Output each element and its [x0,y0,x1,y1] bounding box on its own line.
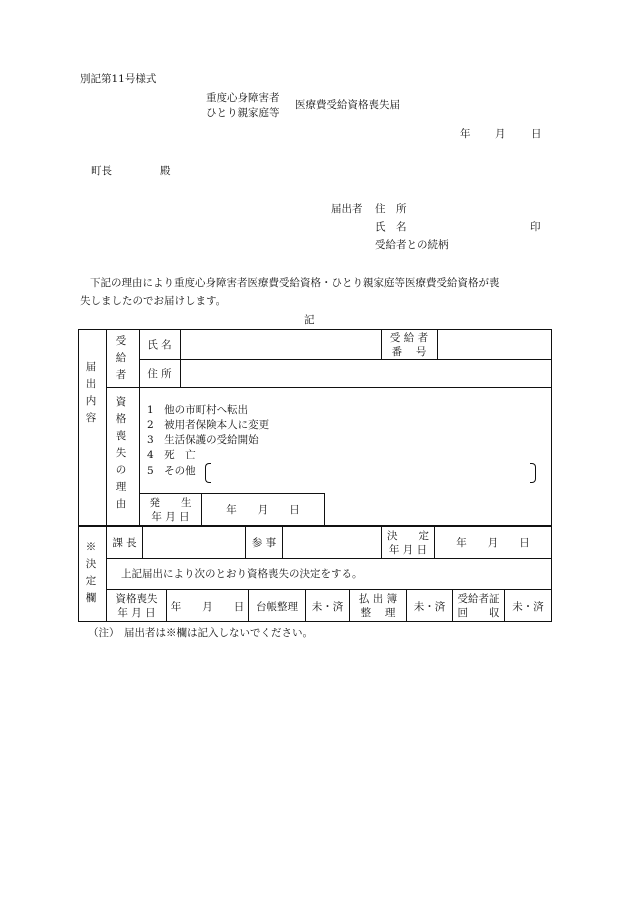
notifier-relation-label: 受給者との続柄 [375,239,449,251]
loss-date-label-1: 資格喪失 [115,593,158,605]
name-label: 氏 名 [147,339,172,351]
reason-3[interactable]: 3 生活保護の受給開始 [147,434,259,446]
recipient-number-label-2: 番 号 [391,345,427,358]
ki-heading: 記 [304,314,315,326]
reason-1[interactable]: 1 他の市町村へ転出 [147,404,249,416]
decision-date-label-2: 年 月 日 [388,543,428,556]
section-chief-label: 課 長 [112,537,137,549]
occurrence-date-label-1: 発 生 [149,496,192,509]
ledger-status[interactable]: 未・済 [311,600,344,613]
decision-section-label: ※決定欄 [85,541,97,604]
decision-statement: 上記届出により次のとおり資格喪失の決定をする。 [121,568,363,580]
date-month: 月 [495,128,506,140]
certificate-label-1: 受給者証 [457,593,500,605]
payment-book-status[interactable]: 未・済 [413,600,446,613]
title-line-2: ひとり親家庭等 [206,107,280,119]
address-label: 住 所 [147,368,172,380]
occurrence-date-label-2: 年 月 日 [151,510,190,523]
reason-5[interactable]: 5 その他 [147,465,196,477]
date-day: 日 [531,128,542,140]
section-chief-field[interactable] [143,527,245,558]
loss-date-label-2: 年 月 日 [117,607,156,619]
form-number: 別記第11号様式 [80,73,157,85]
notification-section-label: 届出内容 [85,361,97,424]
decision-date-label-1: 決 定 [387,529,429,542]
occurrence-date-field[interactable]: 年 月 日 [226,504,300,516]
other-reason-field[interactable] [212,463,529,483]
payment-book-label [350,590,406,622]
note-text: 届出者は※欄は記入しないでください。 [124,627,313,639]
reason-4[interactable]: 4 死 亡 [147,449,196,461]
loss-date-field[interactable]: 年 月 日 [170,600,245,613]
reviewer-label: 参 事 [251,537,277,549]
title-line-1: 重度心身障害者 [206,92,280,104]
title-suffix: 医療費受給資格喪失届 [295,99,400,111]
occurrence-date-label [140,494,201,525]
addressee-title: 町長 [91,165,112,177]
note-label: （注） [88,627,120,639]
notifier-address-label: 住 所 [375,203,407,215]
certificate-status[interactable]: 未・済 [512,600,544,613]
seal-mark: 印 [530,221,541,233]
notifier-label: 届出者 [331,203,363,215]
body-text-line-2: 失しましたのでお届けします。 [80,295,227,307]
recipient-number-label-1: 受 給 者 [389,331,429,344]
ledger-label: 台帳整理 [256,600,298,613]
date-year: 年 [460,128,471,140]
other-reason-bracket-right [530,463,536,483]
recipient-label: 受給者 [115,335,127,381]
reason-2[interactable]: 2 被用者保険本人に変更 [147,419,270,431]
addressee-honorific: 殿 [160,165,171,177]
body-text-line-1: 下記の理由により重度心身障害者医療費受給資格・ひとり親家庭等医療費受給資格が喪 [90,277,500,289]
payment-book-label-2: 整 理 [360,607,396,619]
recipient-number-field[interactable] [437,330,551,359]
decision-date-label [382,527,434,558]
other-reason-bracket-left [205,463,211,483]
payment-book-label-1: 払 出 簿 [358,593,398,605]
reviewer-field[interactable] [283,527,381,558]
loss-date-label [107,590,166,622]
recipient-name-field[interactable] [180,330,381,359]
certificate-label-2: 回 収 [457,607,500,619]
recipient-number-label [381,330,437,359]
certificate-label [453,590,504,622]
decision-date-field[interactable]: 年 月 日 [456,537,530,549]
loss-reason-label: 資格喪失の理由 [115,396,127,510]
address-field[interactable] [180,360,551,387]
notifier-name-label: 氏 名 [375,221,407,233]
